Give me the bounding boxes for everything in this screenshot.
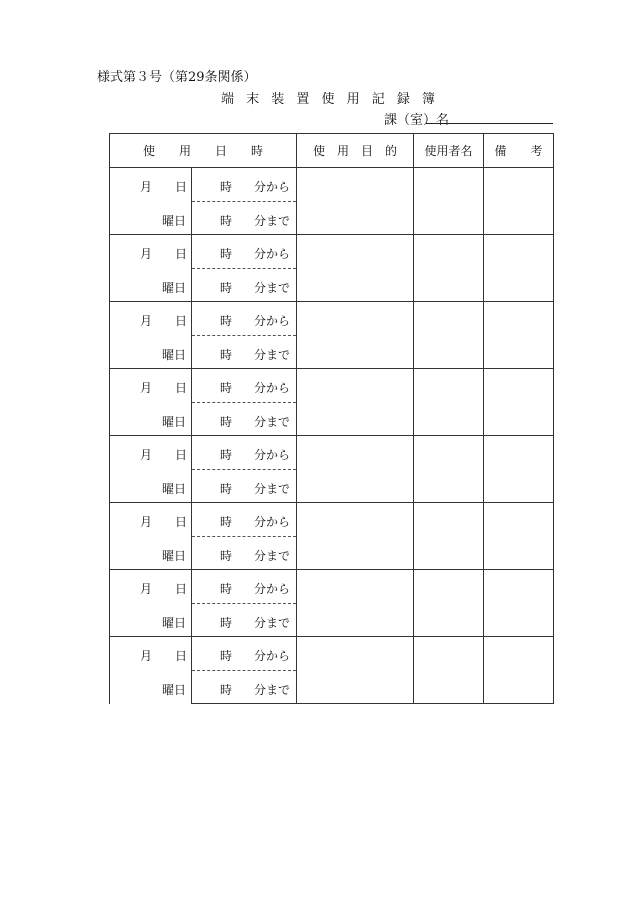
remarks-cell[interactable]: [484, 168, 554, 235]
page-title: 端 末 装 置 使 用 記 録 簿: [220, 92, 440, 107]
hour-label: 時: [220, 649, 233, 663]
start-time-cell[interactable]: [192, 570, 297, 604]
user-name-cell[interactable]: [414, 637, 484, 704]
header-datetime: 使 用 日 時: [110, 134, 297, 168]
weekday-label: 曜日: [162, 213, 187, 228]
from-label: 分から: [254, 649, 291, 663]
until-label: 分まで: [254, 281, 291, 295]
from-label: 分から: [254, 314, 291, 328]
weekday-label: 曜日: [162, 280, 187, 295]
user-name-cell[interactable]: [414, 235, 484, 302]
day-label: 日: [175, 247, 188, 261]
weekday-cell[interactable]: [110, 604, 192, 637]
weekday-label: 曜日: [162, 481, 187, 496]
user-name-cell[interactable]: [414, 302, 484, 369]
remarks-cell[interactable]: [484, 369, 554, 436]
hour-label: 時: [220, 549, 233, 563]
start-time-cell[interactable]: [192, 235, 297, 269]
until-label: 分まで: [254, 348, 291, 362]
from-label: 分から: [254, 247, 291, 261]
header-user: 使用者名: [414, 134, 484, 168]
table-row: [110, 302, 554, 336]
hour-label: 時: [220, 214, 233, 228]
weekday-label: 曜日: [162, 615, 187, 630]
month-label: 月: [140, 180, 153, 194]
from-label: 分から: [254, 448, 291, 462]
hour-label: 時: [220, 281, 233, 295]
start-time-cell[interactable]: [192, 436, 297, 470]
purpose-cell[interactable]: [297, 302, 414, 369]
hour-label: 時: [220, 247, 233, 261]
purpose-cell[interactable]: [297, 168, 414, 235]
day-label: 日: [175, 649, 188, 663]
usage-record-table: [109, 133, 554, 704]
header-remarks: 備 考: [484, 134, 554, 168]
table-row: [110, 637, 554, 671]
day-label: 日: [175, 582, 188, 596]
table-row: [110, 570, 554, 604]
table-row: [110, 436, 554, 470]
purpose-cell[interactable]: [297, 369, 414, 436]
end-time-cell[interactable]: [192, 403, 297, 436]
purpose-cell[interactable]: [297, 637, 414, 704]
month-label: 月: [140, 381, 153, 395]
month-label: 月: [140, 582, 153, 596]
until-label: 分まで: [254, 549, 291, 563]
date-cell[interactable]: [110, 570, 192, 604]
hour-label: 時: [220, 448, 233, 462]
end-time-cell[interactable]: [192, 336, 297, 369]
dept-name-line: [426, 123, 553, 124]
date-cell[interactable]: [110, 503, 192, 537]
remarks-cell[interactable]: [484, 235, 554, 302]
purpose-cell[interactable]: [297, 503, 414, 570]
day-label: 日: [175, 381, 188, 395]
end-time-cell[interactable]: [192, 470, 297, 503]
hour-label: 時: [220, 180, 233, 194]
day-label: 日: [175, 180, 188, 194]
weekday-cell[interactable]: [110, 336, 192, 369]
purpose-cell[interactable]: [297, 570, 414, 637]
from-label: 分から: [254, 582, 291, 596]
weekday-label: 曜日: [162, 548, 187, 563]
month-label: 月: [140, 515, 153, 529]
table-row: [110, 503, 554, 537]
weekday-cell[interactable]: [110, 403, 192, 436]
until-label: 分まで: [254, 683, 291, 697]
user-name-cell[interactable]: [414, 570, 484, 637]
month-label: 月: [140, 649, 153, 663]
weekday-cell[interactable]: [110, 202, 192, 235]
table-row: [110, 369, 554, 403]
start-time-cell[interactable]: [192, 369, 297, 403]
date-cell[interactable]: [110, 168, 192, 202]
weekday-cell[interactable]: [110, 671, 192, 704]
date-cell[interactable]: [110, 235, 192, 269]
remarks-cell[interactable]: [484, 436, 554, 503]
hour-label: 時: [220, 683, 233, 697]
date-cell[interactable]: [110, 637, 192, 671]
user-name-cell[interactable]: [414, 503, 484, 570]
day-label: 日: [175, 515, 188, 529]
end-time-cell[interactable]: [192, 269, 297, 302]
remarks-cell[interactable]: [484, 637, 554, 704]
weekday-cell[interactable]: [110, 470, 192, 503]
purpose-cell[interactable]: [297, 235, 414, 302]
table-row: [110, 235, 554, 269]
until-label: 分まで: [254, 482, 291, 496]
table-row: [110, 168, 554, 202]
end-time-cell[interactable]: [192, 537, 297, 570]
month-label: 月: [140, 247, 153, 261]
until-label: 分まで: [254, 214, 291, 228]
user-name-cell[interactable]: [414, 168, 484, 235]
weekday-label: 曜日: [162, 347, 187, 362]
remarks-cell[interactable]: [484, 570, 554, 637]
end-time-cell[interactable]: [192, 202, 297, 235]
hour-label: 時: [220, 515, 233, 529]
hour-label: 時: [220, 482, 233, 496]
hour-label: 時: [220, 348, 233, 362]
from-label: 分から: [254, 381, 291, 395]
date-cell[interactable]: [110, 369, 192, 403]
day-label: 日: [175, 448, 188, 462]
start-time-cell[interactable]: [192, 503, 297, 537]
start-time-cell[interactable]: [192, 302, 297, 336]
start-time-cell[interactable]: [192, 637, 297, 671]
month-label: 月: [140, 314, 153, 328]
from-label: 分から: [254, 515, 291, 529]
user-name-cell[interactable]: [414, 436, 484, 503]
from-label: 分から: [254, 180, 291, 194]
hour-label: 時: [220, 616, 233, 630]
header-purpose: 使 用 目 的: [297, 134, 414, 168]
remarks-cell[interactable]: [484, 503, 554, 570]
hour-label: 時: [220, 582, 233, 596]
hour-label: 時: [220, 381, 233, 395]
dept-label: 課（室）名: [384, 113, 450, 128]
until-label: 分まで: [254, 415, 291, 429]
weekday-label: 曜日: [162, 414, 187, 429]
until-label: 分まで: [254, 616, 291, 630]
weekday-cell[interactable]: [110, 269, 192, 302]
end-time-cell[interactable]: [192, 671, 297, 704]
date-cell[interactable]: [110, 302, 192, 336]
day-label: 日: [175, 314, 188, 328]
end-time-cell[interactable]: [192, 604, 297, 637]
remarks-cell[interactable]: [484, 302, 554, 369]
date-cell[interactable]: [110, 436, 192, 470]
hour-label: 時: [220, 314, 233, 328]
start-time-cell[interactable]: [192, 168, 297, 202]
form-number: 様式第３号（第29条関係）: [97, 70, 257, 85]
month-label: 月: [140, 448, 153, 462]
user-name-cell[interactable]: [414, 369, 484, 436]
purpose-cell[interactable]: [297, 436, 414, 503]
hour-label: 時: [220, 415, 233, 429]
weekday-label: 曜日: [162, 682, 187, 697]
weekday-cell[interactable]: [110, 537, 192, 570]
